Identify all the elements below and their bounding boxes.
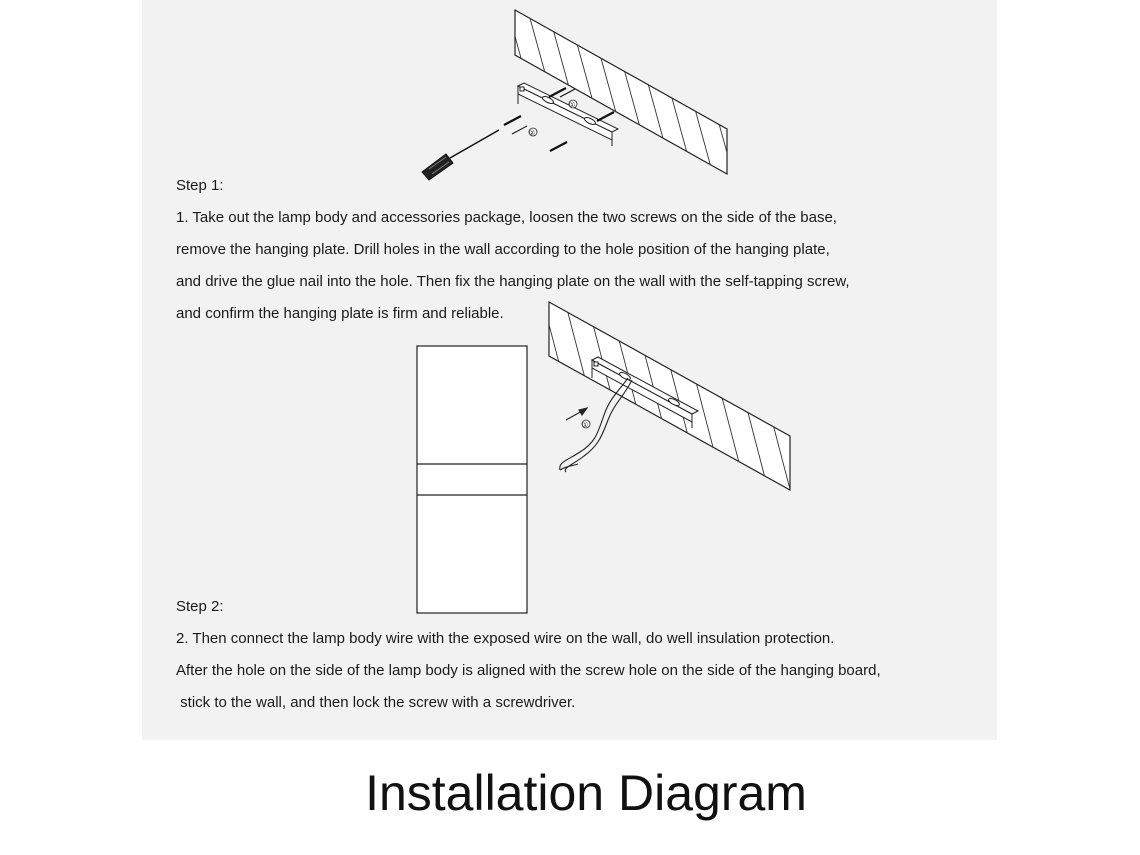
svg-text:①: ① (569, 101, 576, 109)
step1-line-1: 1. Take out the lamp body and accessories package, loosen the two screws on the side of the base, (176, 209, 837, 226)
step2-line-3: stick to the wall, and then lock the screw with a screwdriver. (176, 694, 576, 711)
wall-hatched-2 (540, 290, 842, 520)
svg-text:①: ① (582, 421, 589, 429)
svg-text:②: ② (529, 129, 536, 137)
step1-heading: Step 1: (176, 177, 224, 194)
arrow-icon (566, 408, 587, 420)
step1-line-2: remove the hanging plate. Drill holes in the wall according to the hole position of the hanging plate, (176, 241, 830, 258)
step1-line-3: and drive the glue nail into the hole. Then fix the hanging plate on the wall with the self-tapping screw, (176, 273, 850, 290)
page-title: Installation Diagram (365, 765, 807, 821)
step2-heading: Step 2: (176, 598, 224, 615)
lamp-body (417, 346, 527, 613)
step1-line-4: and confirm the hanging plate is firm and reliable. (176, 305, 504, 322)
callout-numbers-2 (582, 420, 590, 429)
step2-line-1: 2. Then connect the lamp body wire with the exposed wire on the wall, do well insulation protection. (176, 630, 835, 647)
screwdriver-icon (422, 130, 499, 180)
step2-line-2: After the hole on the side of the lamp body is aligned with the screw hole on the side of the hanging board, (176, 662, 881, 679)
